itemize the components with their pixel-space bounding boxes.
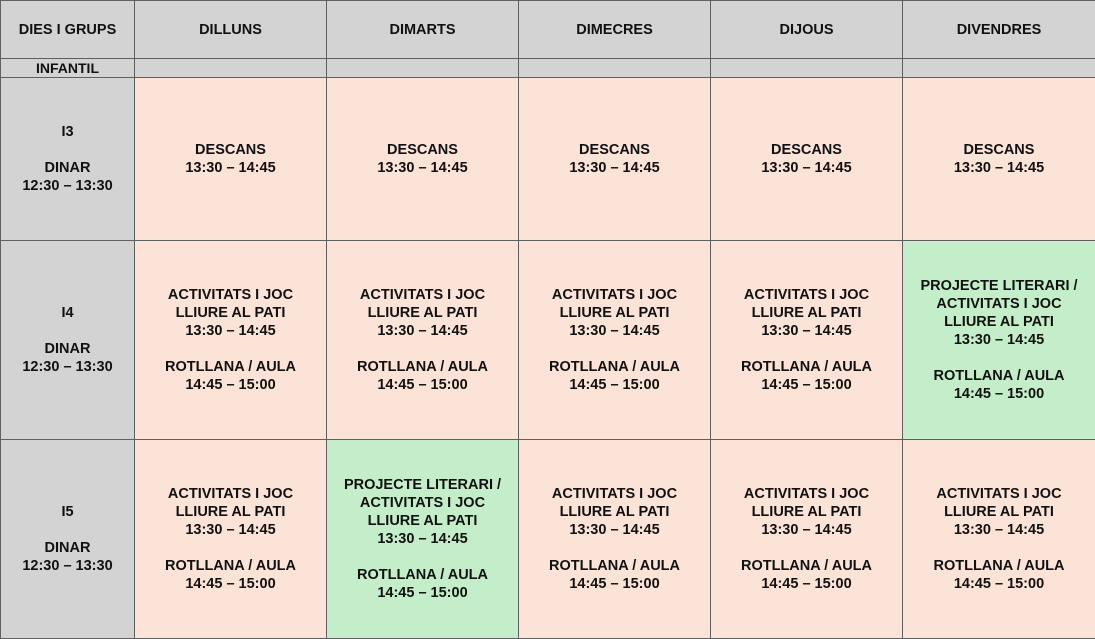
activity-line: ACTIVITATS I JOC <box>137 485 324 503</box>
spacer <box>3 322 132 340</box>
spacer <box>905 539 1093 557</box>
group-name: I4 <box>3 304 132 322</box>
activity-line: LLIURE AL PATI <box>713 304 900 322</box>
activity-line: LLIURE AL PATI <box>905 503 1093 521</box>
activity-line: LLIURE AL PATI <box>137 503 324 521</box>
schedule-cell <box>519 241 711 440</box>
schedule-cell <box>903 78 1095 241</box>
activity-line: 14:45 – 15:00 <box>329 584 516 602</box>
spacer <box>329 548 516 566</box>
activity-line: 13:30 – 14:45 <box>329 530 516 548</box>
activity-line: 14:45 – 15:00 <box>905 575 1093 593</box>
group-row <box>1 440 1095 639</box>
schedule-cell <box>135 440 327 639</box>
activity-line: 14:45 – 15:00 <box>713 376 900 394</box>
activity-line: DESCANS <box>329 141 516 159</box>
activity-line: ACTIVITATS I JOC <box>713 485 900 503</box>
activity-line: ACTIVITATS I JOC <box>137 286 324 304</box>
activity-line: 13:30 – 14:45 <box>905 521 1093 539</box>
activity-line: PROJECTE LITERARI / <box>329 476 516 494</box>
lunch-label: DINAR <box>3 340 132 358</box>
lunch-time: 12:30 – 13:30 <box>3 358 132 376</box>
group-cell <box>1 78 135 241</box>
activity-line: 13:30 – 14:45 <box>137 322 324 340</box>
activity-line: 13:30 – 14:45 <box>713 322 900 340</box>
schedule-cell <box>327 78 519 241</box>
section-label: INFANTIL <box>1 59 135 78</box>
day-header-dimecres: DIMECRES <box>519 1 711 59</box>
day-header-dilluns: DILLUNS <box>135 1 327 59</box>
activity-line: ROTLLANA / AULA <box>521 557 708 575</box>
activity-line: ROTLLANA / AULA <box>905 367 1093 385</box>
lunch-label: DINAR <box>3 159 132 177</box>
day-header-divendres: DIVENDRES <box>903 1 1095 59</box>
schedule-cell <box>327 440 519 639</box>
activity-line: ROTLLANA / AULA <box>329 566 516 584</box>
schedule-cell <box>711 440 903 639</box>
activity-line: 13:30 – 14:45 <box>713 159 900 177</box>
activity-line: DESCANS <box>137 141 324 159</box>
group-cell <box>1 241 135 440</box>
activity-line: ACTIVITATS I JOC <box>521 286 708 304</box>
activity-line: DESCANS <box>905 141 1093 159</box>
activity-line: LLIURE AL PATI <box>521 304 708 322</box>
activity-line: ROTLLANA / AULA <box>713 358 900 376</box>
activity-line: LLIURE AL PATI <box>137 304 324 322</box>
activity-line: LLIURE AL PATI <box>905 313 1093 331</box>
spacer <box>329 340 516 358</box>
section-empty-cell <box>711 59 903 78</box>
activity-line: ACTIVITATS I JOC <box>905 485 1093 503</box>
group-row <box>1 78 1095 241</box>
group-name: I5 <box>3 503 132 521</box>
activity-line: ROTLLANA / AULA <box>713 557 900 575</box>
activity-line: ROTLLANA / AULA <box>329 358 516 376</box>
schedule-cell <box>327 241 519 440</box>
activity-line: LLIURE AL PATI <box>713 503 900 521</box>
activity-line: 14:45 – 15:00 <box>905 385 1093 403</box>
activity-line: LLIURE AL PATI <box>329 304 516 322</box>
activity-line: ROTLLANA / AULA <box>137 358 324 376</box>
activity-line: 13:30 – 14:45 <box>713 521 900 539</box>
spacer <box>3 521 132 539</box>
activity-line: ACTIVITATS I JOC <box>521 485 708 503</box>
section-empty-cell <box>135 59 327 78</box>
lunch-time: 12:30 – 13:30 <box>3 177 132 195</box>
header-row <box>1 1 1095 59</box>
schedule-cell <box>711 241 903 440</box>
activity-line: 13:30 – 14:45 <box>137 159 324 177</box>
activity-line: 13:30 – 14:45 <box>137 521 324 539</box>
activity-line: ACTIVITATS I JOC <box>329 494 516 512</box>
section-empty-cell <box>903 59 1095 78</box>
day-header-dimarts: DIMARTS <box>327 1 519 59</box>
spacer <box>713 340 900 358</box>
schedule-cell <box>135 241 327 440</box>
activity-line: 14:45 – 15:00 <box>329 376 516 394</box>
lunch-time: 12:30 – 13:30 <box>3 557 132 575</box>
activity-line: LLIURE AL PATI <box>329 512 516 530</box>
activity-line: 13:30 – 14:45 <box>905 331 1093 349</box>
activity-line: 13:30 – 14:45 <box>329 322 516 340</box>
activity-line: 13:30 – 14:45 <box>329 159 516 177</box>
section-empty-cell <box>519 59 711 78</box>
group-name: I3 <box>3 123 132 141</box>
activity-line: ACTIVITATS I JOC <box>905 295 1093 313</box>
spacer <box>713 539 900 557</box>
activity-line: PROJECTE LITERARI / <box>905 277 1093 295</box>
section-empty-cell <box>327 59 519 78</box>
section-row <box>1 59 1095 78</box>
activity-line: 13:30 – 14:45 <box>905 159 1093 177</box>
activity-line: 14:45 – 15:00 <box>521 376 708 394</box>
schedule-cell <box>903 440 1095 639</box>
group-row <box>1 241 1095 440</box>
activity-line: 14:45 – 15:00 <box>713 575 900 593</box>
corner-header: DIES I GRUPS <box>1 1 135 59</box>
activity-line: 13:30 – 14:45 <box>521 322 708 340</box>
day-header-dijous: DIJOUS <box>711 1 903 59</box>
activity-line: ACTIVITATS I JOC <box>713 286 900 304</box>
activity-line: 14:45 – 15:00 <box>137 376 324 394</box>
spacer <box>521 539 708 557</box>
activity-line: ROTLLANA / AULA <box>521 358 708 376</box>
activity-line: 14:45 – 15:00 <box>521 575 708 593</box>
activity-line: ROTLLANA / AULA <box>137 557 324 575</box>
schedule-cell <box>903 241 1095 440</box>
spacer <box>905 349 1093 367</box>
spacer <box>3 141 132 159</box>
lunch-label: DINAR <box>3 539 132 557</box>
spacer <box>137 539 324 557</box>
schedule-cell <box>135 78 327 241</box>
activity-line: DESCANS <box>521 141 708 159</box>
activity-line: 13:30 – 14:45 <box>521 159 708 177</box>
activity-line: LLIURE AL PATI <box>521 503 708 521</box>
group-cell <box>1 440 135 639</box>
schedule-cell <box>711 78 903 241</box>
activity-line: ACTIVITATS I JOC <box>329 286 516 304</box>
spacer <box>137 340 324 358</box>
activity-line: 13:30 – 14:45 <box>521 521 708 539</box>
activity-line: ROTLLANA / AULA <box>905 557 1093 575</box>
activity-line: 14:45 – 15:00 <box>137 575 324 593</box>
schedule-cell <box>519 78 711 241</box>
activity-line: DESCANS <box>713 141 900 159</box>
spacer <box>521 340 708 358</box>
schedule-cell <box>519 440 711 639</box>
